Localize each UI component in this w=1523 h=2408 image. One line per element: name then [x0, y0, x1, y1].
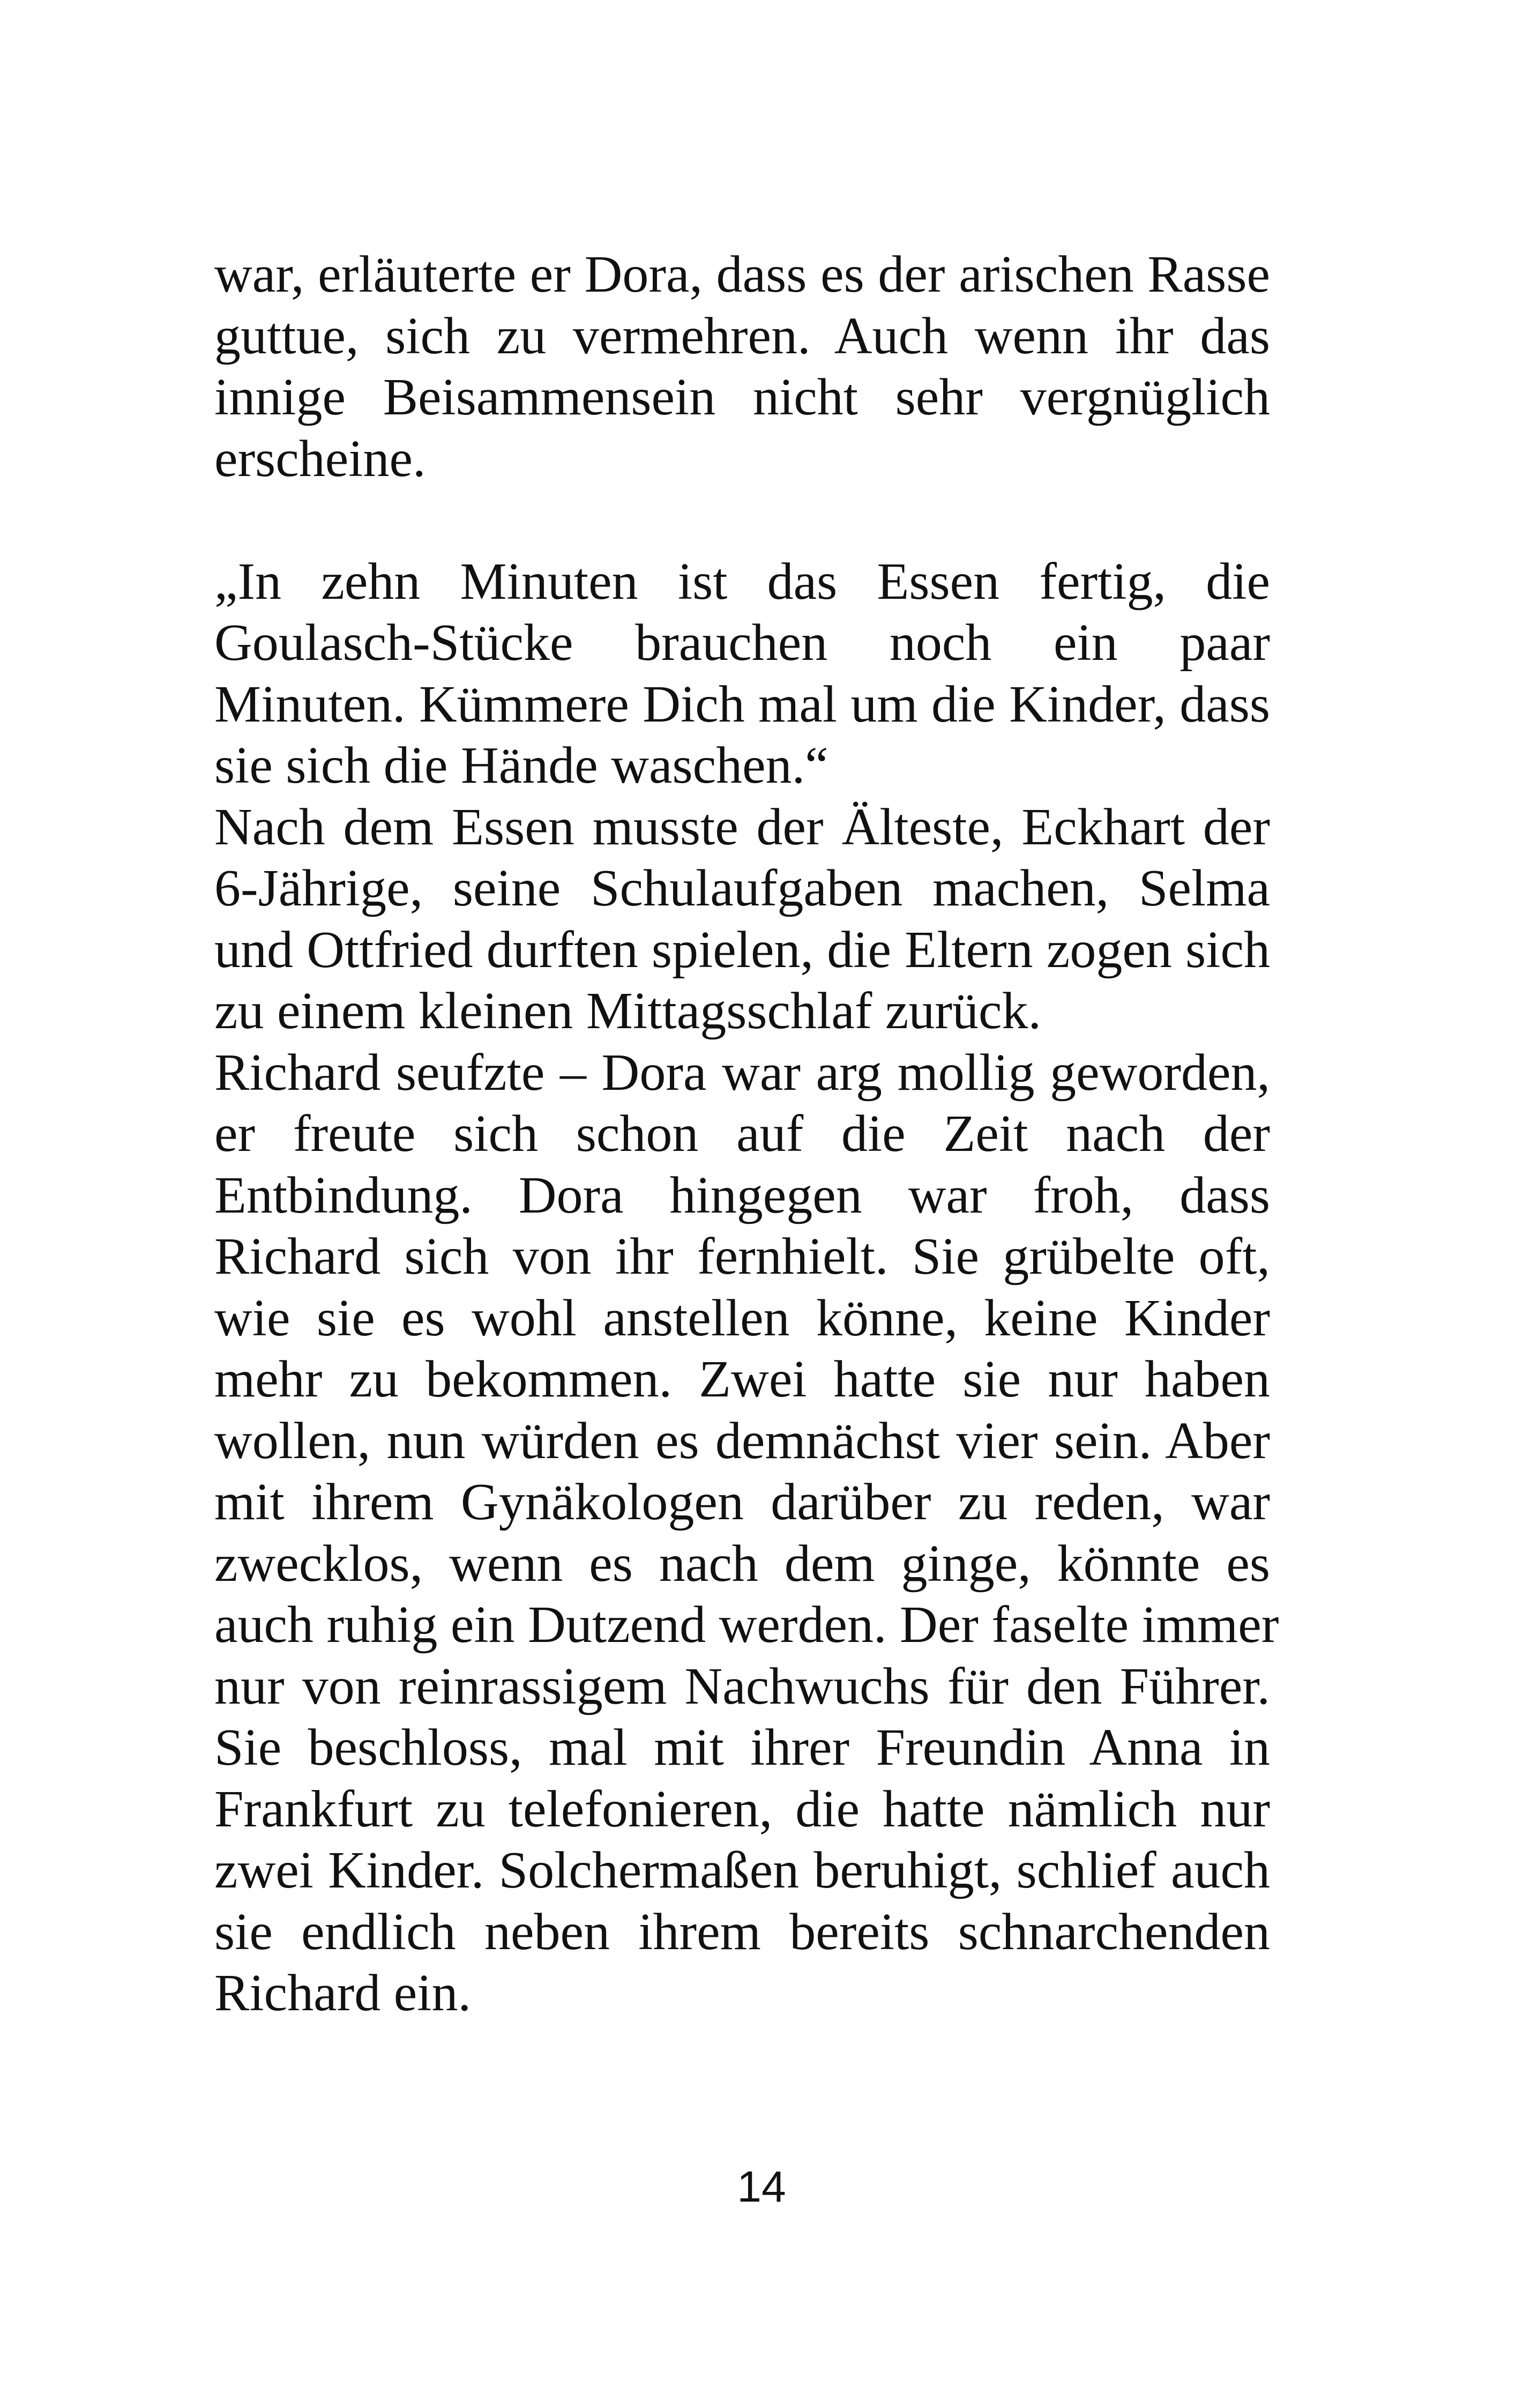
text-line: Richard sich von ihr fernhielt. Sie grübelte oft,	[214, 1228, 1270, 1285]
text-line: wie sie es wohl anstellen könne, keine Kinder	[214, 1289, 1270, 1347]
text-line: Nach dem Essen musste der Älteste, Eckhart der	[214, 798, 1270, 856]
text-line: guttue, sich zu vermehren. Auch wenn ihr das	[214, 307, 1270, 365]
text-line: Entbindung. Dora hingegen war froh, dass	[214, 1166, 1270, 1224]
text-line: „In zehn Minuten ist das Essen fertig, die	[214, 552, 1270, 611]
text-line: Sie beschloss, mal mit ihrer Freundin Anna in	[214, 1719, 1270, 1777]
text-line: sie sich die Hände waschen.“	[214, 737, 828, 794]
text-line: und Ottfried durften spielen, die Eltern zogen sich	[214, 920, 1270, 979]
text-line: Richard seufzte – Dora war arg mollig geworden,	[214, 1043, 1270, 1102]
text-line: zu einem kleinen Mittagsschlaf zurück.	[214, 982, 1041, 1040]
text-line: nur von reinrassigem Nachwuchs für den Führer.	[214, 1657, 1270, 1715]
text-line: 6-Jährige, seine Schulaufgaben machen, Selma	[214, 859, 1270, 917]
text-line: zwei Kinder. Solchermaßen beruhigt, schlief auch	[214, 1841, 1270, 1899]
text-line: er freute sich schon auf die Zeit nach der	[214, 1105, 1270, 1163]
text-line: mit ihrem Gynäkologen darüber zu reden, war	[214, 1473, 1270, 1531]
text-line: wollen, nun würden es demnächst vier sein. Aber	[214, 1411, 1270, 1470]
page-number: 14	[737, 2162, 786, 2211]
text-line: innige Beisammensein nicht sehr vergnüglich	[214, 368, 1270, 426]
body-text	[214, 244, 1279, 2024]
text-line: erscheine.	[214, 429, 426, 488]
paragraph-gap	[214, 489, 1270, 551]
text-line: zwecklos, wenn es nach dem ginge, könnte es	[214, 1534, 1270, 1593]
text-line: Goulasch-Stücke brauchen noch ein paar	[214, 614, 1270, 672]
text-line: mehr zu bekommen. Zwei hatte sie nur haben	[214, 1350, 1270, 1408]
text-line: sie endlich neben ihrem bereits schnarchenden	[214, 1902, 1270, 1961]
text-line: Minuten. Kümmere Dich mal um die Kinder, dass	[214, 675, 1270, 733]
text-line: war, erläuterte er Dora, dass es der arischen Rasse	[214, 246, 1270, 303]
text-line: Richard ein.	[214, 1964, 471, 2022]
text-line: auch ruhig ein Dutzend werden. Der faselte immer	[214, 1596, 1279, 1654]
text-line: Frankfurt zu telefonieren, die hatte nämlich nur	[214, 1780, 1270, 1838]
